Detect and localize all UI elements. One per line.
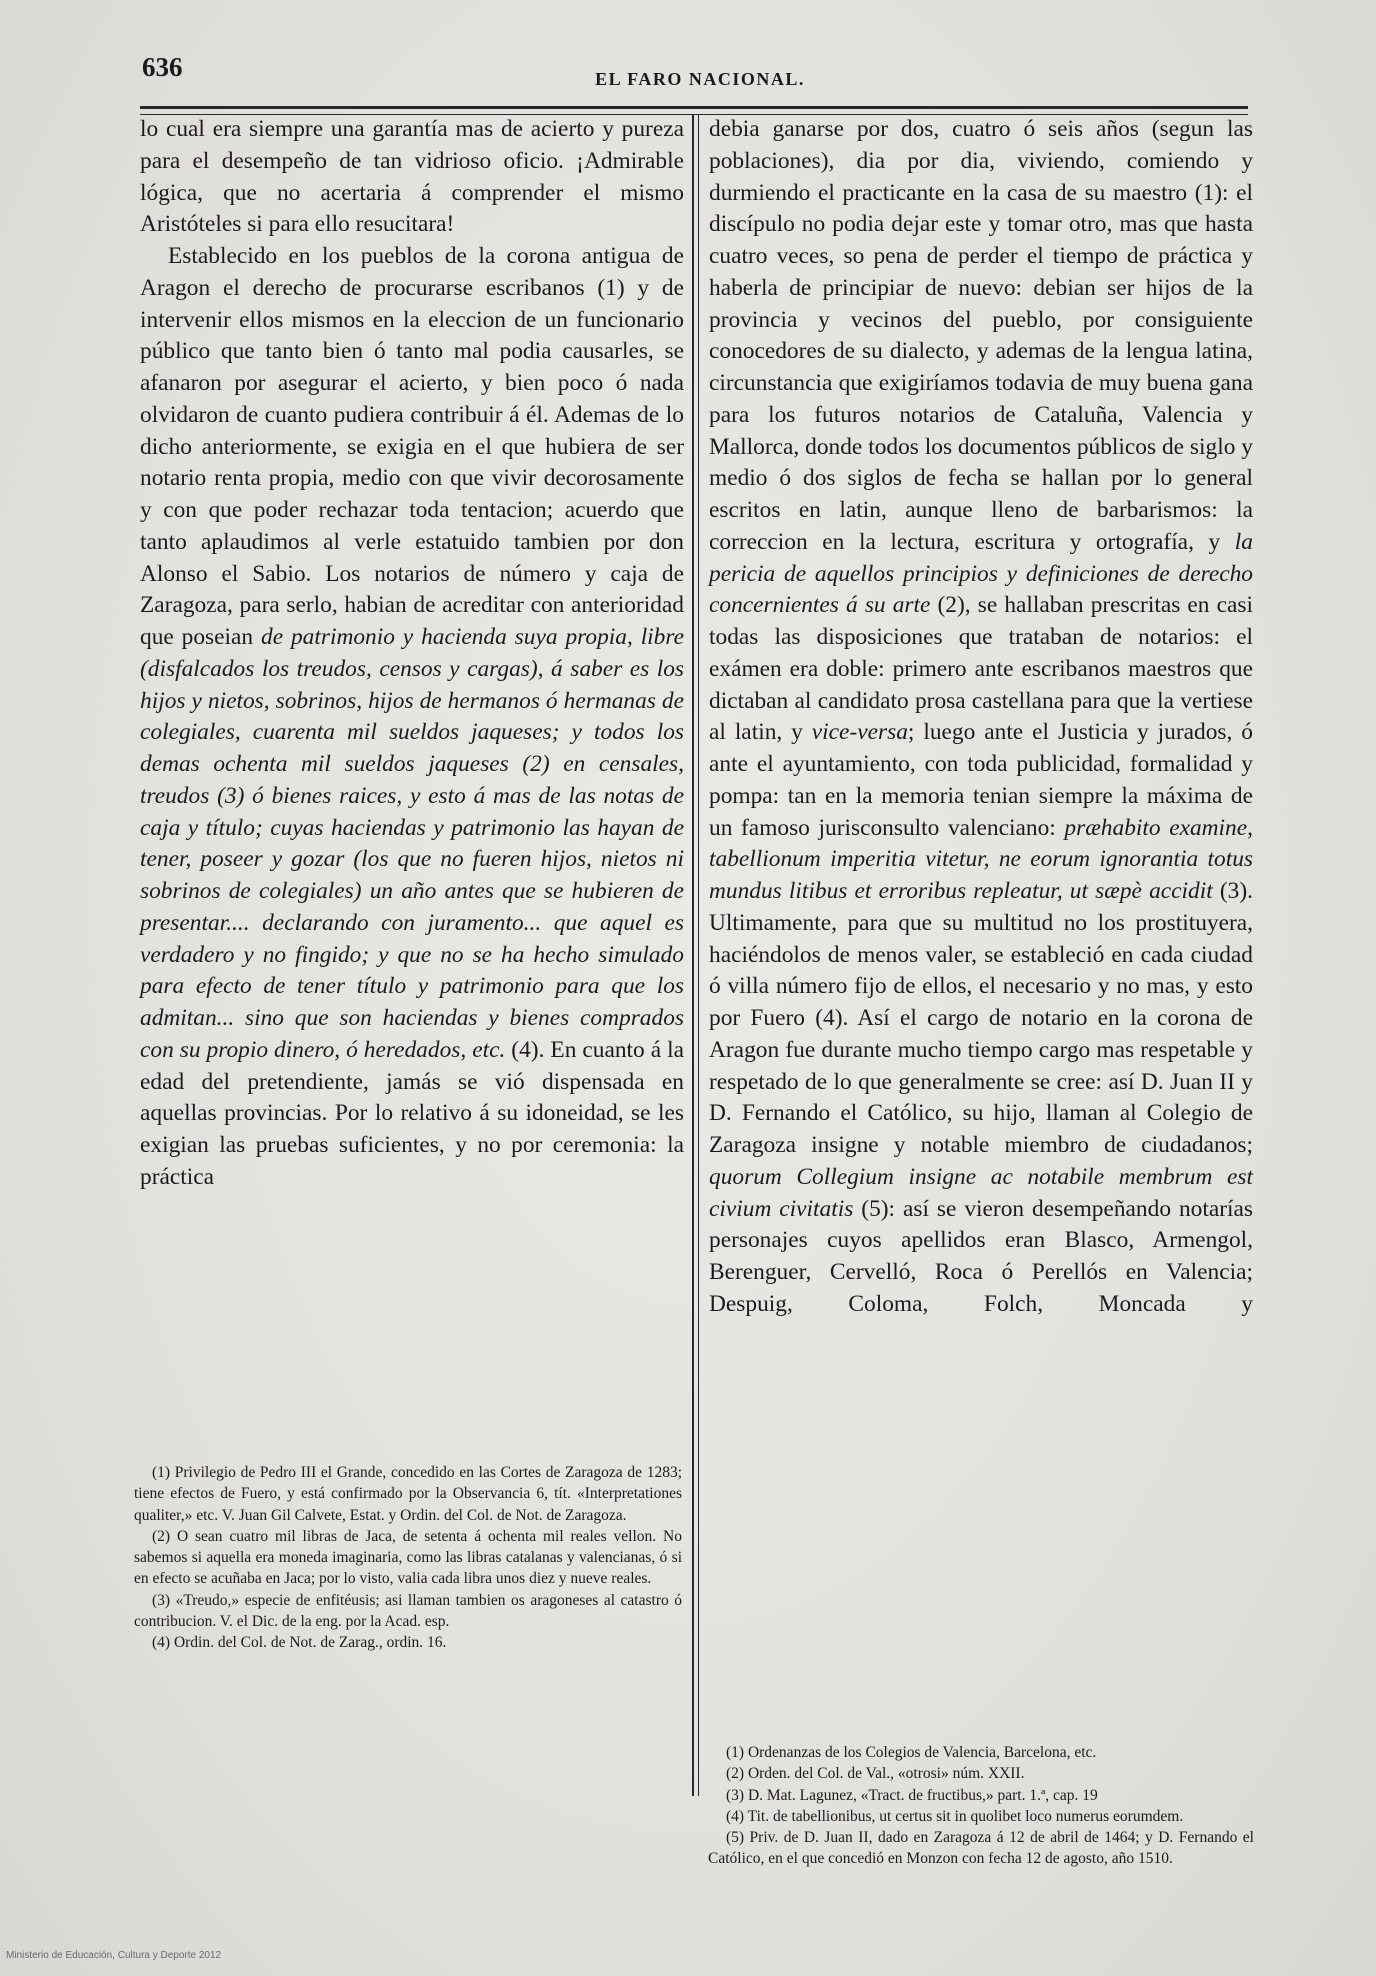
right-text-5: (5): así se vieron desempeñando notarías personajes cuyos apellidos eran Blasco, Armengol, Berenguer, Cervelló, Roca ó Perellós en Valencia; Despuig, Coloma, Folch, Moncada y xyxy=(709,1195,1253,1317)
left-p1-text: lo cual era siempre una garantía mas de acierto y pureza para el desempeño de tan vidrioso oficio. ¡Admirable lógica, que no acertaria á comprender el mismo Aristóteles si para ello resucitara! xyxy=(140,116,684,238)
left-paragraph-1 xyxy=(140,114,684,241)
left-p2-end: (4). En cuanto á la edad del pretendiente, jamás se vió dispensada en aquellas provincias. Por lo relativo á su idoneidad, se les exigian las pruebas suficientes, y no por ceremonia: la práctica xyxy=(140,1036,684,1190)
left-column xyxy=(140,114,684,1194)
right-text-2: (2), se hallaban prescritas en casi todas las disposiciones que trataban de notarios: el exámen era doble: primero ante escribanos maestros que dictaban al candidato prosa castellana para que la vertiese al latin, y xyxy=(709,592,1253,746)
left-p2-roman: Establecido en los pueblos de la corona antigua de Aragon el derecho de procurarse escribanos (1) y de intervenir ellos mismos en la eleccion de un funcionario público que tanto bien ó tanto mal podia causarles, se afanaron por asegurar el acierto, y bien poco ó nada olvidaron de cuanto pudiera contribuir á él. Ademas de lo dicho anteriormente, se exigia en el que hubiera de ser notario renta propia, medio con que vivir decorosamente y con que poder rechazar toda tentacion; acuerdo que tanto aplaudimos al verle estatuido tambien por don Alonso el Sabio. Los notarios de número y caja de Zaragoza, para serlo, habian de acreditar con anterioridad que poseian xyxy=(140,243,684,650)
footnotes-left xyxy=(134,1462,682,1654)
right-column xyxy=(709,114,1253,1321)
right-italic-4: quorum Collegium insigne ac notabile membrum est civium civitatis xyxy=(709,1163,1253,1222)
right-italic-3: præhabito examine, tabellionum imperitia vitetur, ne eorum ignorantia totus mundus litibus et erroribus repleatur, ut sæpè accidit xyxy=(709,814,1253,904)
running-title: EL FARO NACIONAL. xyxy=(595,69,805,89)
footnote-right-5: (5) Priv. de D. Juan II, dado en Zaragoza á 12 de abril de 1464; y D. Fernando el Católico, en el que concedió en Monzon con fecha 12 de agosto, año 1510. xyxy=(708,1829,1254,1868)
page-number: 636 xyxy=(142,52,183,82)
footnote-right-2: (2) Orden. del Col. de Val., «otrosi» núm. XXII. xyxy=(726,1765,1025,1783)
footer-credit: Ministerio de Educación, Cultura y Deporte 2012 xyxy=(6,1950,222,1961)
right-paragraph xyxy=(709,114,1253,1321)
right-italic-1: la pericia de aquellos principios y definiciones de derecho concernientes á su arte xyxy=(709,528,1253,619)
footnote-right-3: (3) D. Mat. Lagunez, «Tract. de fructibus,» part. 1.ª, cap. 19 xyxy=(726,1786,1098,1804)
column-divider xyxy=(692,114,699,1796)
left-p2-italic: de patrimonio y hacienda suya propia, libre (disfalcados los treudos, censos y cargas), á saber es los hijos y nietos, sobrinos, hijos de hermanos ó hermanas de colegiales, cuarenta mil sueldos jaqueses; y todos los demas ochenta mil sueldos jaqueses (2) en censales, treudos (3) ó bienes raices, y esto á mas de las notas de caja y título; cuyas haciendas y patrimonio las hayan de tener, poseer y gozar (los que no fueren hijos, nietos ni sobrinos de colegiales) un año antes que se hubieren de presentar.... declarando con juramento... que aquel es verdadero y no fingido; y que no se ha hecho simulado para efecto de tener título y patrimonio para que los admitan... sino que son haciendas y bienes comprados con su propio dinero, ó heredados, etc. xyxy=(140,624,684,1063)
right-text-4: (3). Ultimamente, para que su multitud no los prostituyera, haciéndolos de menos valer, se estableció en cada ciudad ó villa número fijo de ellos, el necesario y no mas, y esto por Fuero (4). Así el cargo de notario en la corona de Aragon fue durante mucho tiempo cargo mas respetable y respetado de lo que generalmente se cree: así D. Juan II y D. Fernando el Católico, su hijo, llaman al Colegio de Zaragoza insigne y notable miembro de ciudadanos; xyxy=(709,878,1253,1158)
left-paragraph-2 xyxy=(140,241,684,1194)
footnotes-right xyxy=(708,1742,1254,1870)
footnote-left-3: (3) «Treudo,» especie de enfitéusis; asi llaman tambien os aragoneses al catastro ó contribucion. V. el Dic. de la eng. por la Acad. esp. xyxy=(134,1591,682,1631)
right-text-3: ; luego ante el Justicia y jurados, ó ante el ayuntamiento, con toda publicidad, formalidad y pompa: tan en la memoria tenian siempre la máxima de un famoso jurisconsulto valenciano: xyxy=(709,719,1253,841)
footnote-left-2: (2) O sean cuatro mil libras de Jaca, de setenta á ochenta mil reales vellon. No sabemos si aquella era moneda imaginaria, como las libras catalanas y valencianas, ó si en efecto se acuñaba en Jaca; por lo visto, valia cada libra unos diez y nueve reales. xyxy=(134,1527,682,1588)
right-text-1: debia ganarse por dos, cuatro ó seis años (segun las poblaciones), dia por dia, viviendo, comiendo y durmiendo el practicante en la casa de su maestro (1): el discípulo no podia dejar este y tomar otro, mas que hasta cuatro veces, so pena de perder el tiempo de práctica y haberla de principiar de nuevo: debian ser hijos de la provincia y vecinos del pueblo, por consiguiente conocedores de su dialecto, y ademas de la lengua latina, circunstancia que exigiríamos todavia de muy buena gana para los futuros notarios de Cataluña, Valencia y Mallorca, donde todos los documentos públicos de siglo y medio ó dos siglos de fecha se hallan por lo general escritos en latin, aunque lleno de barbarismos: la correccion en la lectura, escritura y ortografía, y xyxy=(709,116,1253,555)
footnote-left-1: (1) Privilegio de Pedro III el Grande, concedido en las Cortes de Zaragoza de 1283; tiene efectos de Fuero, y está confirmado por la Observancia 6, tít. «Interpretationes qualiter,» etc. V. Juan Gil Calvete, Estat. y Ordin. del Col. de Not. de Zaragoza. xyxy=(134,1464,682,1524)
footnote-right-1: (1) Ordenanzas de los Colegios de Valencia, Barcelona, etc. xyxy=(726,1744,1097,1761)
footnote-right-4: (4) Tit. de tabellionibus, ut certus sit in quolibet loco numerus eorumdem. xyxy=(726,1807,1184,1825)
right-italic-2: vice-versa xyxy=(811,719,908,746)
footnote-left-4: (4) Ordin. del Col. de Not. de Zarag., ordin. 16. xyxy=(152,1634,447,1652)
